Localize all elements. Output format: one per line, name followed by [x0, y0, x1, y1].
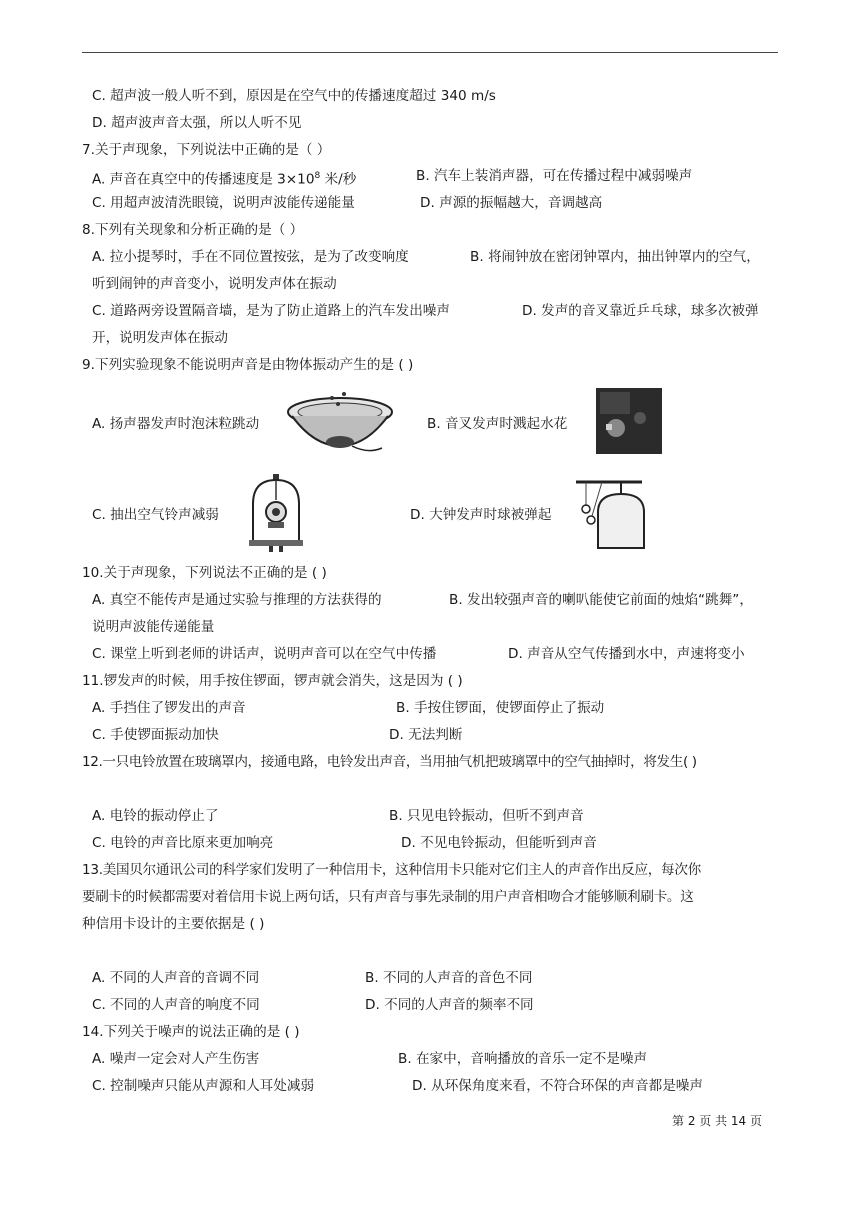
q8-option-a: A. 拉小提琴时，手在不同位置按弦，是为了改变响度: [92, 249, 409, 265]
q12-option-d: D. 不见电铃振动，但能听到声音: [401, 835, 597, 851]
q9-option-d: D. 大钟发声时球被弹起: [410, 507, 552, 523]
q10-option-b-cont: 说明声波能传递能量: [92, 619, 215, 635]
bell-ball-figure: [576, 476, 646, 552]
q11-option-c: C. 手使锣面振动加快: [92, 727, 219, 743]
q9-option-c: C. 抽出空气铃声减弱: [92, 507, 219, 523]
q11-option-b: B. 手按住锣面，使锣面停止了振动: [396, 700, 605, 716]
q8-stem: 8.下列有关现象和分析正确的是（ ）: [82, 222, 304, 238]
q14-option-b: B. 在家中，音响播放的音乐一定不是噪声: [398, 1051, 648, 1067]
q12-option-a: A. 电铃的振动停止了: [92, 808, 219, 824]
q7-option-c: C. 用超声波清洗眼镜，说明声波能传递能量: [92, 195, 355, 211]
q7-option-b: B. 汽车上装消声器，可在传播过程中减弱噪声: [416, 168, 693, 184]
q14-option-c: C. 控制噪声只能从声源和人耳处减弱: [92, 1078, 315, 1094]
q9-option-a: A. 扬声器发声时泡沫粒跳动: [92, 416, 260, 432]
q12-option-c: C. 电铃的声音比原来更加响亮: [92, 835, 274, 851]
q11-option-a: A. 手挡住了锣发出的声音: [92, 700, 246, 716]
q8-option-d-cont: 开，说明发声体在振动: [92, 330, 228, 346]
q10-option-a: A. 真空不能传声是通过实验与推理的方法获得的: [92, 592, 382, 608]
q12-option-b: B. 只见电铃振动，但听不到声音: [389, 808, 584, 824]
bell-jar-figure: [247, 474, 305, 552]
q8-option-b-cont: 听到闹钟的声音变小，说明发声体在振动: [92, 276, 337, 292]
q10-option-b: B. 发出较强声音的喇叭能使它前面的烛焰“跳舞”，: [449, 592, 753, 608]
q13-stem-line1: 13.美国贝尔通讯公司的科学家们发明了一种信用卡，这种信用卡只能对它们主人的声音作出反应，每次你: [82, 862, 701, 878]
q14-option-d: D. 从环保角度来看，不符合环保的声音都是噪声: [412, 1078, 703, 1094]
q8-option-c: C. 道路两旁设置隔音墙，是为了防止道路上的汽车发出噪声: [92, 303, 450, 319]
speaker-figure: [284, 390, 396, 456]
q13-option-a: A. 不同的人声音的音调不同: [92, 970, 260, 986]
q10-option-d: D. 声音从空气传播到水中，声速将变小: [508, 646, 745, 662]
q11-stem: 11.锣发声的时候，用手按住锣面，锣声就会消失，这是因为 ( ): [82, 673, 463, 689]
q7-option-a: A. 声音在真空中的传播速度是 $3\times 10^8$ 米/秒: [92, 171, 357, 188]
q7-stem: 7.关于声现象，下列说法中正确的是（ ）: [82, 142, 331, 158]
q6-option-c: C. 超声波一般人听不到，原因是在空气中的传播速度超过 340 m/s: [92, 88, 496, 104]
page-number-footer: 第 2 页 共 14 页: [672, 1114, 762, 1128]
q11-option-d: D. 无法判断: [389, 727, 463, 743]
q13-option-d: D. 不同的人声音的频率不同: [365, 997, 534, 1013]
tuning-fork-splash-photo: [596, 388, 662, 454]
q13-option-b: B. 不同的人声音的音色不同: [365, 970, 533, 986]
q13-option-c: C. 不同的人声音的响度不同: [92, 997, 260, 1013]
q6-option-d: D. 超声波声音太强，所以人听不见: [92, 115, 302, 131]
q13-stem-line2: 要刷卡的时候都需要对着信用卡说上两句话，只有声音与事先录制的用户声音相吻合才能够顺利刷卡。这: [82, 889, 694, 905]
q12-stem: 12.一只电铃放置在玻璃罩内，接通电路，电铃发出声音，当用抽气机把玻璃罩中的空气抽掉时，将发生( ): [82, 754, 697, 770]
q14-stem: 14.下列关于噪声的说法正确的是 ( ): [82, 1024, 300, 1040]
q14-option-a: A. 噪声一定会对人产生伤害: [92, 1051, 260, 1067]
q9-option-b: B. 音叉发声时溅起水花: [427, 416, 568, 432]
header-rule: [82, 52, 778, 53]
q8-option-d: D. 发声的音叉靠近乒乓球，球多次被弹: [522, 303, 759, 319]
q9-stem: 9.下列实验现象不能说明声音是由物体振动产生的是 ( ): [82, 357, 414, 373]
q13-stem-line3: 种信用卡设计的主要依据是 ( ): [82, 916, 265, 932]
q10-stem: 10.关于声现象，下列说法不正确的是 ( ): [82, 565, 327, 581]
q7-option-d: D. 声源的振幅越大，音调越高: [420, 195, 603, 211]
q10-option-c: C. 课堂上听到老师的讲话声，说明声音可以在空气中传播: [92, 646, 437, 662]
q8-option-b: B. 将闹钟放在密闭钟罩内，抽出钟罩内的空气，: [470, 249, 760, 265]
